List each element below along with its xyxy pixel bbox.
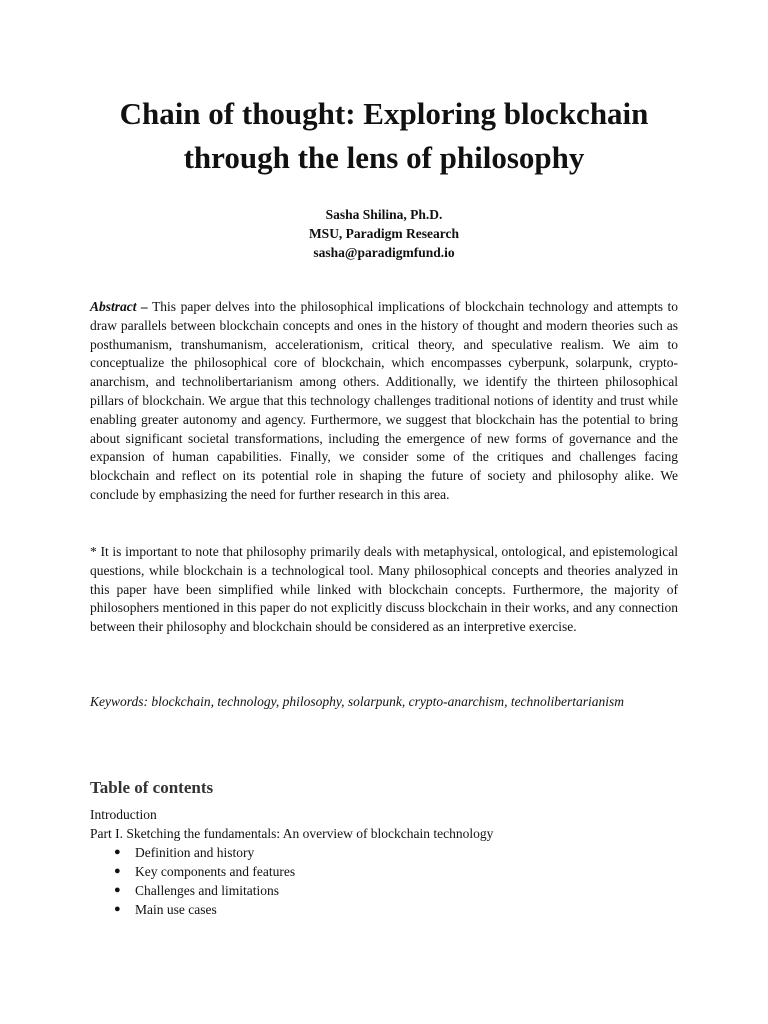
abstract-text: This paper delves into the philosophical implications of blockchain technology and attempts to draw parallels between blockchain concepts and ones in the history of thought and modern theories such as posthumanism, transhumanism, accelerationism, critical theory, and speculative realism. We aim to conceptualize the philosophical core of blockchain, which encompasses cyberpunk, solarpunk, crypto-anarchism, and technolibertarianism among others. Additionally, we identify the thirteen philosophical pillars of blockchain. We argue that this technology challenges traditional notions of identity and trust while enabling greater autonomy and agency. Furthermore, we suggest that blockchain has the potential to bring about significant societal transformations, including the emergence of new forms of governance and the expansion of human capabilities. Finally, we consider some of the critiques and challenges facing blockchain and reflect on its potential role in shaping the future of society and philosophy alike. We conclude by emphasizing the need for further research in this area. xyxy=(90,299,678,502)
toc-item-part-1: Part I. Sketching the fundamentals: An overview of blockchain technology xyxy=(90,826,494,841)
toc-subitem: ● Main use cases xyxy=(114,902,217,917)
paper-title xyxy=(80,92,688,180)
toc-part-1-subitems xyxy=(90,843,678,919)
title-line-2: through the lens of philosophy xyxy=(183,140,585,175)
abstract-label: Abstract – xyxy=(90,299,148,314)
toc-subitem: ● Challenges and limitations xyxy=(114,883,279,898)
bullet-icon: ● xyxy=(114,903,121,915)
toc-heading: Table of contents xyxy=(90,778,214,797)
toc-item-introduction: Introduction xyxy=(90,807,157,822)
abstract xyxy=(90,298,678,505)
author-affiliation: MSU, Paradigm Research xyxy=(308,226,460,241)
author-block xyxy=(80,205,688,262)
bullet-icon: ● xyxy=(114,846,121,858)
toc-subitem: ● Definition and history xyxy=(114,845,255,860)
disclaimer-note: * It is important to note that philosophy primarily deals with metaphysical, ontological, and epistemological questions, while blockchain is a technological tool. Many philosophical concepts and theories analyzed in this paper have been simplified while linked with blockchain concepts. Furthermore, the majority of philosophers mentioned in this paper do not explicitly discuss blockchain in their works, and any connection between their philosophy and blockchain should be considered as an interpretive exercise. xyxy=(90,544,678,635)
bullet-icon: ● xyxy=(114,884,121,896)
author-email[interactable]: sasha@paradigmfund.io xyxy=(313,245,455,260)
author-name: Sasha Shilina, Ph.D. xyxy=(325,207,443,222)
table-of-contents xyxy=(90,805,678,919)
bullet-icon: ● xyxy=(114,865,121,877)
title-line-1: Chain of thought: Exploring blockchain xyxy=(119,96,649,131)
keywords: Keywords: blockchain, technology, philosophy, solarpunk, crypto-anarchism, technolibertarianism xyxy=(90,694,625,709)
toc-subitem: ● Key components and features xyxy=(114,864,296,879)
